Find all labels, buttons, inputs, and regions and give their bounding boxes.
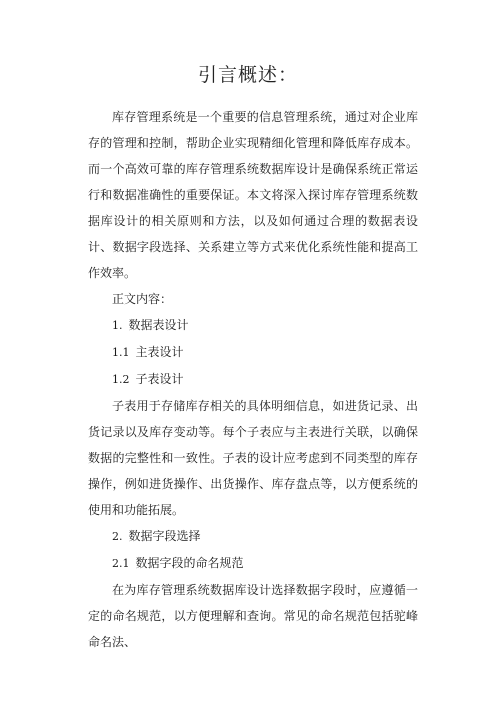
section-number: 1.2 — [112, 373, 130, 386]
section-1-2-paragraph: 子表用于存储库存相关的具体明细信息，如进货记录、出货记录以及库存变动等。每个子表应与主表进行关联，以确保数据的完整性和一致性。子表的设计应考虑到不同类型的库存操作，例如进货操作、出货操作、库存盘点等，以方便系统的使用和功能拓展。 — [88, 399, 418, 517]
section-title: 主表设计 — [135, 345, 184, 359]
body-heading: 正文内容： — [112, 292, 173, 306]
section-heading-2-1 — [88, 550, 418, 577]
section-title: 数据字段的命名规范 — [135, 556, 244, 570]
section-number: 2. — [112, 530, 123, 543]
section-heading-1 — [88, 312, 418, 339]
section-heading-2 — [88, 523, 418, 550]
intro-paragraph: 库存管理系统是一个重要的信息管理系统，通过对企业库存的管理和控制，帮助企业实现精细化管理和降低库存成本。而一个高效可靠的库存管理系统数据库设计是确保系统正常运行和数据准确性的重要保证。本文将深入探讨库存管理系统数据库设计的相关原则和方法，以及如何通过合理的数据表设计、数据字段选择、关系建立等方式来优化系统性能和提高工作效率。 — [88, 110, 418, 280]
section-number: 2.1 — [112, 557, 130, 570]
section-heading-1-1 — [88, 339, 418, 366]
section-number: 1. — [112, 319, 123, 332]
section-title: 子表设计 — [135, 372, 184, 386]
section-heading-1-2 — [88, 366, 418, 393]
section-number: 1.1 — [112, 346, 130, 359]
document-body — [88, 104, 418, 655]
section-title: 数据表设计 — [128, 318, 189, 332]
section-title: 数据字段选择 — [128, 529, 201, 543]
document-title: 引言概述： — [197, 64, 298, 86]
section-2-1-paragraph: 在为库存管理系统数据库设计选择数据字段时，应遵循一定的命名规范，以方便理解和查询。常见的命名规范包括驼峰命名法、 — [88, 583, 418, 649]
